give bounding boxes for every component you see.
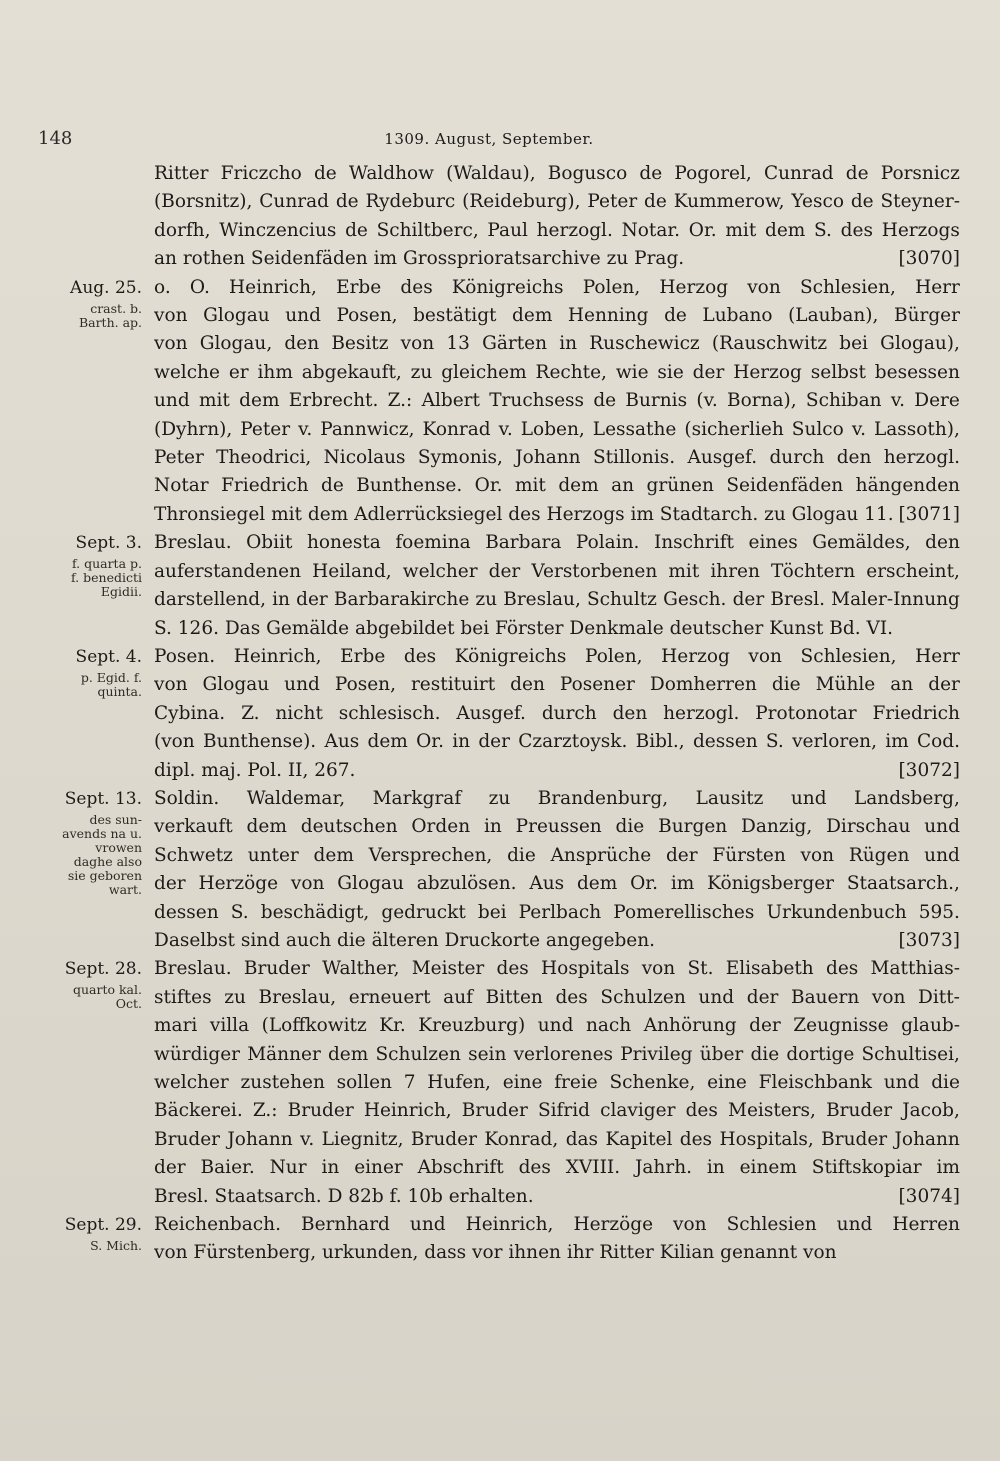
text-line: Schwetz unter dem Versprechen, die Ansprüche der Fürsten von Rügen und (154, 844, 960, 866)
margin-note-line: Barth. ap. (78, 314, 142, 330)
text-line: würdiger Männer dem Schulzen sein verlorenes Privileg über die dortige Schultisei, (154, 1043, 960, 1065)
text-line: von Glogau und Posen, restituirt den Posener Domherren die Mühle an der (154, 674, 960, 696)
text-line: auferstandenen Heiland, welcher der Verstorbenen mit ihren Töchtern erscheint, (154, 560, 960, 582)
text-line: (Dyhrn), Peter v. Pannwicz, Konrad v. Loben, Lessathe (sicherlieh Sulco v. Lassoth), (154, 418, 960, 440)
text-line: Peter Theodrici, Nicolaus Symonis, Johann Stillonis. Ausgef. durch den herzogl. (154, 447, 960, 469)
regest-entry (30, 1211, 960, 1268)
text-line: Breslau. Obiit honesta foemina Barbara Polain. Inschrift eines Gemäldes, den (154, 532, 960, 554)
margin-note (30, 955, 154, 1011)
regest-number: [3074] (898, 1185, 960, 1207)
text-line: stiftes zu Breslau, erneuert auf Bitten des Schulzen und der Bauern von Ditt- (154, 986, 960, 1008)
regest-number: [3070] (898, 248, 960, 270)
regest-entry (30, 643, 960, 785)
text-line: verkauft dem deutschen Orden in Preussen die Burgen Danzig, Dirschau und (154, 816, 960, 838)
text-line (154, 1183, 960, 1211)
margin-note-line: crast. b. (90, 300, 142, 316)
text-line: Soldin. Waldemar, Markgraf zu Brandenburg, Lausitz und Landsberg, (154, 787, 960, 809)
margin-note (30, 785, 154, 897)
margin-note (30, 1211, 154, 1253)
entry-text (154, 529, 960, 643)
text-line: Notar Friedrich de Bunthense. Or. mit dem an grünen Seidenfäden hängenden (154, 475, 960, 497)
regest-number: [3071] (898, 503, 960, 525)
regest-entry (30, 160, 960, 274)
text-line: S. 126. Das Gemälde abgebildet bei Förster Denkmale deutscher Kunst Bd. VI. (154, 617, 894, 639)
text-line: darstellend, in der Barbarakirche zu Breslau, Schultz Gesch. der Bresl. Maler-Innung (154, 589, 960, 611)
text-line: welcher zustehen sollen 7 Hufen, eine freie Schenke, eine Fleischbank und die (154, 1072, 960, 1093)
text-line: Breslau. Bruder Walther, Meister des Hospitals von St. Elisabeth des Matthias- (154, 958, 960, 980)
text-line-content: Thronsiegel mit dem Adlerrücksiegel des Herzogs im Stadtarch. zu Glogau 11. (154, 503, 894, 525)
entry-text (154, 785, 960, 955)
margin-date: Sept. 29. (64, 1215, 142, 1236)
text-line: o. O. Heinrich, Erbe des Königreichs Polen, Herzog von Schlesien, Herr (154, 276, 960, 298)
margin-note-line: wart. (108, 881, 142, 897)
regest-entry (30, 274, 960, 530)
text-line-content: Bresl. Staatsarch. D 82b f. 10b erhalten. (154, 1185, 534, 1207)
margin-date: Sept. 4. (75, 646, 142, 667)
entry-text (154, 955, 960, 1211)
margin-note-line: f. quarta p. (71, 556, 142, 572)
regest-number: [3073] (898, 929, 960, 951)
margin-note-line: quinta. (97, 683, 142, 699)
text-line: dorfh, Winczencius de Schiltberc, Paul herzogl. Notar. Or. mit dem S. des Herzogs (154, 219, 960, 241)
margin-note (30, 274, 154, 330)
text-line (154, 757, 960, 785)
text-line-content: dipl. maj. Pol. II, 267. (154, 759, 356, 781)
entry-text (154, 160, 960, 274)
text-line: welche er ihm abgekauft, zu gleichem Rechte, wie sie der Herzog selbst besessen (154, 361, 960, 383)
margin-note-line: des sun- (89, 811, 142, 827)
margin-date: Sept. 28. (64, 959, 142, 980)
margin-note-line: sie geboren (67, 867, 142, 883)
text-line: Bäckerei. Z.: Bruder Heinrich, Bruder Sifrid claviger des Meisters, Bruder Jacob, (154, 1100, 960, 1122)
text-line: Posen. Heinrich, Erbe des Königreichs Polen, Herzog von Schlesien, Herr (154, 645, 960, 667)
margin-note-line: avends na u. (62, 825, 142, 841)
margin-note (30, 529, 154, 599)
regest-entry (30, 529, 960, 643)
text-line: dessen S. beschädigt, gedruckt bei Perlbach Pomerellisches Urkundenbuch 595. (154, 901, 960, 923)
text-line (154, 501, 960, 529)
text-line-content: an rothen Seidenfäden im Grossprioratsarchive zu Prag. (154, 248, 685, 270)
margin-date: Sept. 13. (64, 788, 142, 809)
text-line: Ritter Friczcho de Waldhow (Waldau), Bogusco de Pogorel, Cunrad de Porsnicz (154, 163, 960, 184)
text-line: mari villa (Loffkowitz Kr. Kreuzburg) und nach Anhörung der Zeugnisse glaub- (154, 1015, 960, 1037)
text-line: und mit dem Erbrecht. Z.: Albert Truchsess de Burnis (v. Borna), Schiban v. Dere (154, 390, 960, 412)
text-line: Reichenbach. Bernhard und Heinrich, Herzöge von Schlesien und Herren (154, 1214, 960, 1236)
page-header (38, 128, 940, 156)
margin-date: Aug. 25. (70, 277, 142, 298)
text-line-content: Daselbst sind auch die älteren Druckorte angegeben. (154, 929, 656, 951)
margin-note-line: daghe also (73, 853, 142, 869)
margin-note-line: p. Egid. f. (80, 669, 142, 685)
margin-note-line: vrowen (95, 839, 142, 855)
margin-note-line: quarto kal. (72, 982, 142, 998)
running-head: 1309. August, September. (384, 130, 594, 148)
text-line: Cybina. Z. nicht schlesisch. Ausgef. durch den herzogl. Protonotar Friedrich (154, 702, 960, 724)
margin-note-line: S. Mich. (90, 1238, 142, 1254)
margin-note-line: f. benedicti (71, 570, 142, 586)
text-line: (von Bunthense). Aus dem Or. in der Czarztoysk. Bibl., dessen S. verloren, im Cod. (154, 731, 960, 753)
entry-text (154, 643, 960, 785)
page-number: 148 (38, 128, 73, 149)
text-line: von Glogau, den Besitz von 13 Gärten in Ruschewicz (Rauschwitz bei Glogau), (154, 333, 960, 355)
text-line: der Herzöge von Glogau abzulösen. Aus dem Or. im Königsberger Staatsarch., (154, 873, 960, 895)
text-line: Bruder Johann v. Liegnitz, Bruder Konrad, das Kapitel des Hospitals, Bruder Johann (154, 1128, 960, 1150)
document-body (30, 160, 960, 1268)
margin-note (30, 643, 154, 699)
regest-entry (30, 785, 960, 955)
margin-note-line: Oct. (115, 996, 142, 1012)
text-line: von Fürstenberg, urkunden, dass vor ihnen ihr Ritter Kilian genannt von (154, 1242, 837, 1264)
regest-entry (30, 955, 960, 1211)
text-line (154, 927, 960, 955)
margin-note-line: Egidii. (100, 584, 142, 600)
text-line (154, 245, 960, 273)
regest-number: [3072] (898, 759, 960, 781)
text-line: (Borsnitz), Cunrad de Rydeburc (Reideburg), Peter de Kummerow, Yesco de Steyner- (154, 191, 960, 213)
entry-text (154, 1211, 960, 1268)
text-line: der Baier. Nur in einer Abschrift des XVIII. Jahrh. in einem Stiftskopiar im (154, 1157, 960, 1179)
text-line: von Glogau und Posen, bestätigt dem Henning de Lubano (Lauban), Bürger (154, 305, 960, 327)
margin-date: Sept. 3. (75, 533, 142, 554)
entry-text (154, 274, 960, 530)
